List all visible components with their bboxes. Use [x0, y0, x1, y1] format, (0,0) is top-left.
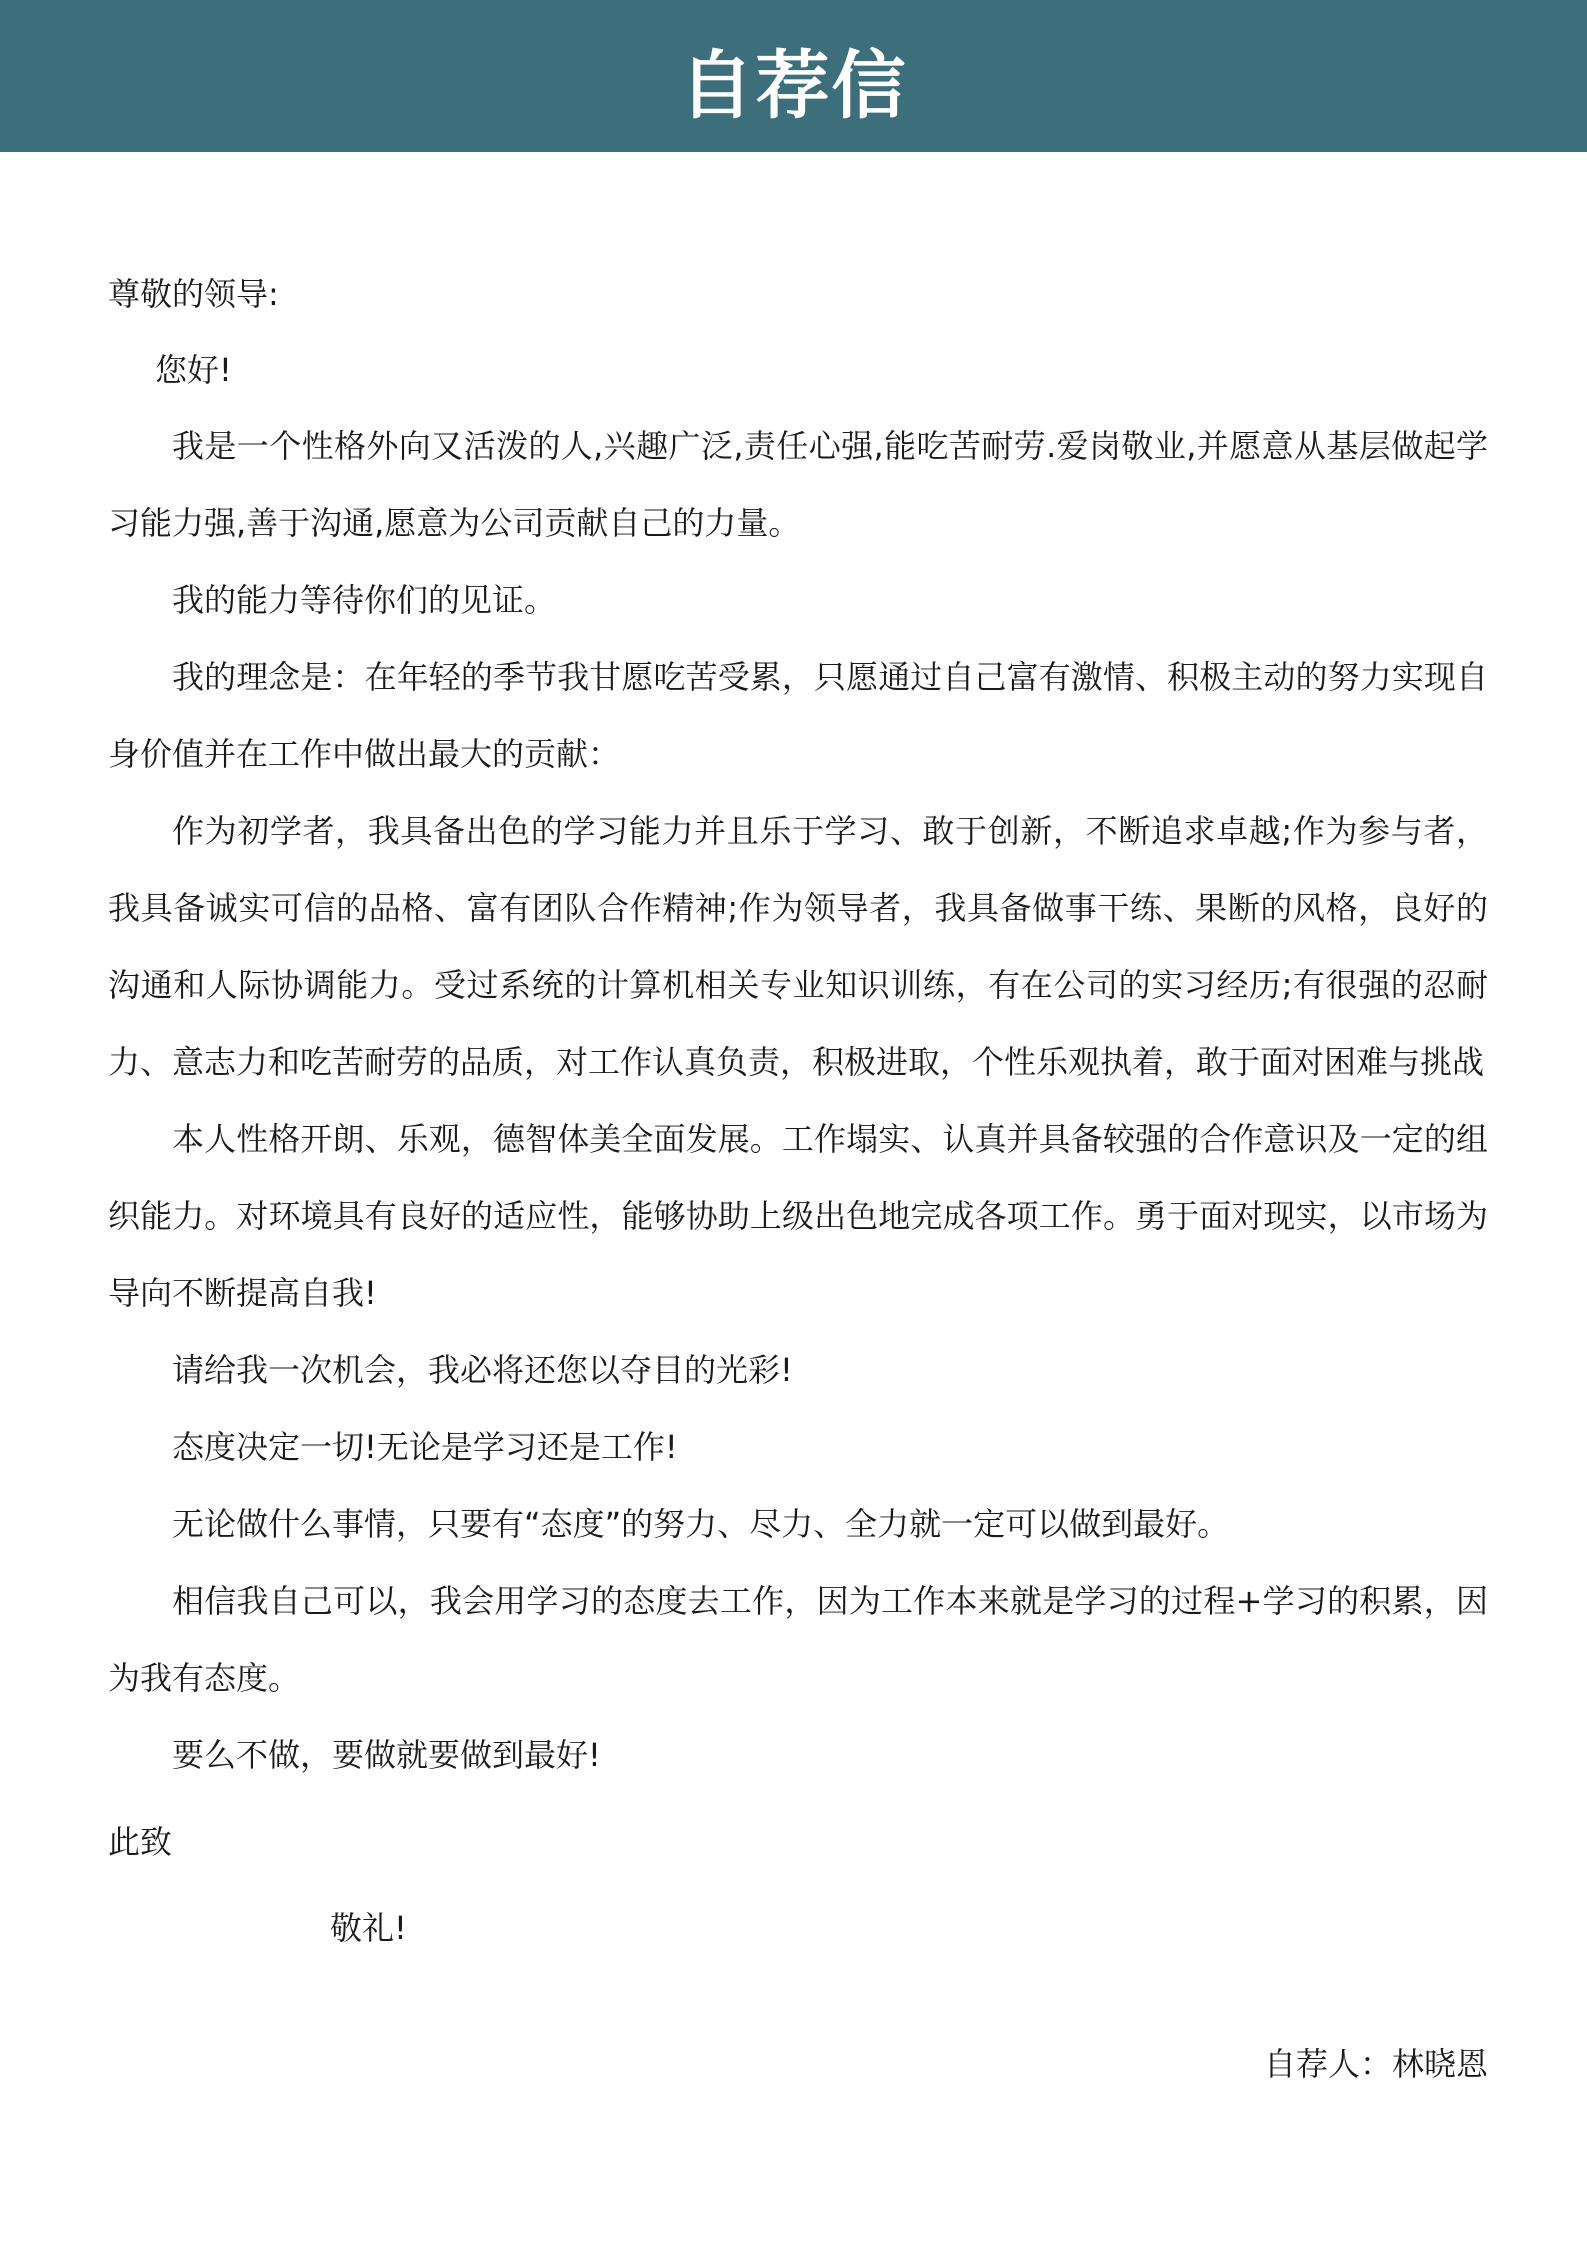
- paragraph-6: 请给我一次机会，我必将还您以夺目的光彩!: [172, 1351, 793, 1389]
- paragraph-4: 作为初学者，我具备出色的学习能力并且乐于学习、敢于创新，不断追求卓越;作为参与者，我具备诚实可信的品格、富有团队合作精神;作为领导者，我具备做事干练、果断的风格，良好的沟通和人际协调能力。受过系统的计算机相关专业知识训练，有在公司的实习经历;有很强的忍耐力、意志力和吃苦耐劳的品质，对工作认真负责，积极进取，个性乐观执着，敢于面对困难与挑战: [108, 812, 1488, 1081]
- letter-body: [108, 256, 1488, 1966]
- regards: 敬礼!: [330, 1909, 407, 1947]
- paragraph-7: 态度决定一切!无论是学习还是工作!: [172, 1428, 678, 1466]
- paragraph-10: 要么不做，要做就要做到最好!: [172, 1736, 601, 1774]
- paragraph-3: 我的理念是：在年轻的季节我甘愿吃苦受累，只愿通过自己富有激情、积极主动的努力实现自身价值并在工作中做出最大的贡献：: [108, 658, 1488, 773]
- signature: 自荐人：林晓恩: [1263, 2045, 1488, 2083]
- salutation: 尊敬的领导:: [108, 275, 279, 313]
- closing: 此致: [108, 1823, 173, 1861]
- paragraph-2: 我的能力等待你们的见证。: [172, 581, 557, 619]
- paragraph-8: 无论做什么事情，只要有“态度”的努力、尽力、全力就一定可以做到最好。: [172, 1505, 1230, 1543]
- paragraph-1: 我是一个性格外向又活泼的人,兴趣广泛,责任心强,能吃苦耐劳.爱岗敬业,并愿意从基层做起学习能力强,善于沟通,愿意为公司贡献自己的力量。: [108, 427, 1488, 542]
- paragraph-5: 本人性格开朗、乐观，德智体美全面发展。工作塌实、认真并具备较强的合作意识及一定的组织能力。对环境具有良好的适应性，能够协助上级出色地完成各项工作。勇于面对现实，以市场为导向不断提高自我!: [108, 1120, 1488, 1312]
- greeting: 您好!: [155, 351, 232, 389]
- paragraph-9: 相信我自己可以，我会用学习的态度去工作，因为工作本来就是学习的过程+学习的积累，因为我有态度。: [108, 1582, 1488, 1697]
- page-title: 自荐信: [679, 43, 908, 129]
